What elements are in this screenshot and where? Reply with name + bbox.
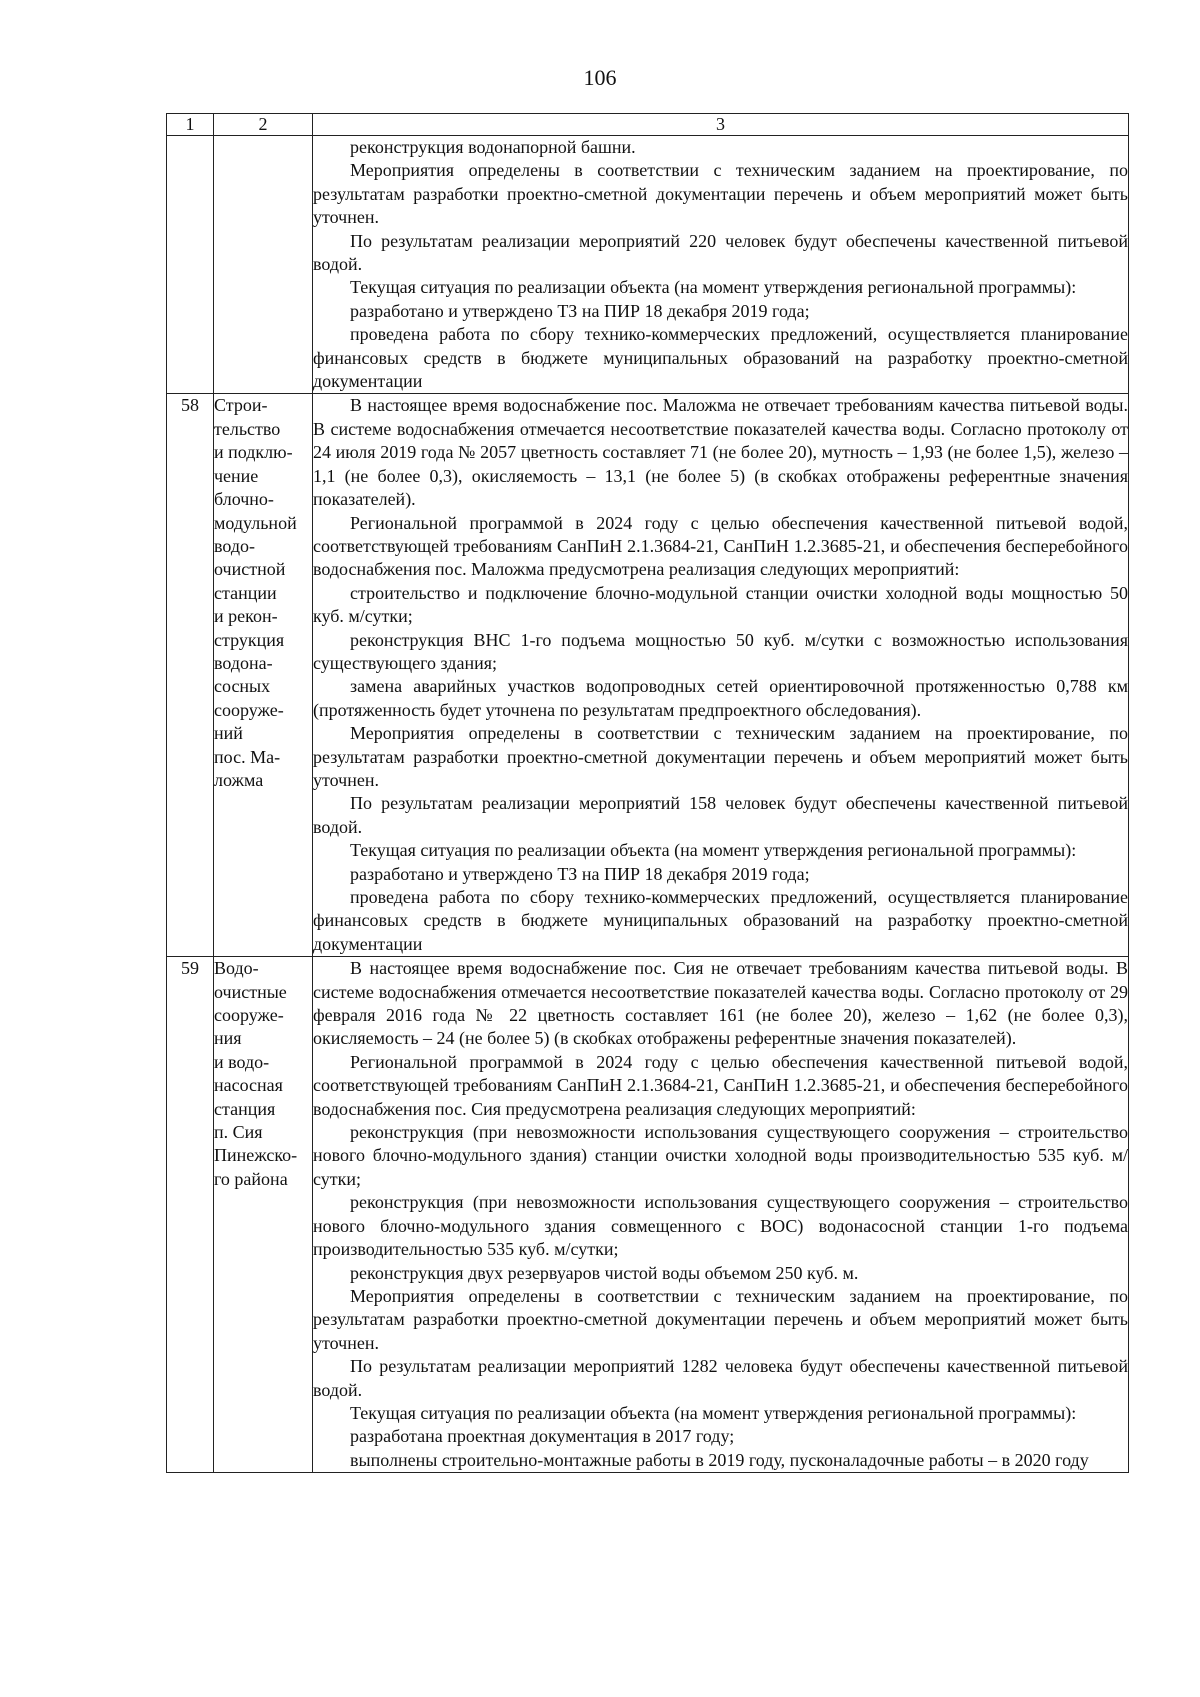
object-name-line: чение — [214, 465, 259, 486]
description-paragraph: Мероприятия определены в соответствии с техническим заданием на проектирование, по результатам разработки проектно-сметной документации перечень и объем мероприятий может быть уточнен. — [313, 160, 1128, 228]
page-number: 106 — [583, 65, 617, 90]
description-paragraph: Региональной программой в 2024 году с целью обеспечения качественной питьевой водой, соответствующей требованиям СанПиН 2.1.3684-21, СанПиН 1.2.3685-21, и обеспечения бесперебойного водоснабжения пос. Маложма предусмотрена реализация следующих мероприятий: — [313, 512, 1128, 580]
description-cell — [313, 394, 1129, 957]
object-name-line: ния — [214, 1028, 242, 1049]
object-name-cell — [214, 394, 313, 957]
description-paragraph: разработана проектная документация в 2017 году; — [350, 1426, 735, 1447]
table-header-row — [167, 114, 1129, 136]
column-header-description: 3 — [313, 114, 1129, 136]
object-name-line: го района — [214, 1168, 288, 1189]
description-paragraph: строительство и подключение блочно-модульной станции очистки холодной воды мощностью 50 куб. м/сутки; — [313, 582, 1128, 627]
object-name-line: сооруже- — [214, 699, 284, 720]
measures-table — [166, 113, 1129, 1473]
object-name-line: водона- — [214, 652, 273, 673]
description-cell — [313, 136, 1129, 394]
description-paragraph: реконструкция двух резервуаров чистой воды объемом 250 куб. м. — [350, 1262, 859, 1283]
description-paragraph: По результатам реализации мероприятий 158 человек будут обеспечены качественной питьевой водой. — [313, 793, 1128, 837]
object-name-line: тельство — [214, 418, 281, 439]
object-name-line: Водо- — [214, 958, 259, 979]
description-paragraph: разработано и утверждено ТЗ на ПИР 18 декабря 2019 года; — [350, 300, 810, 321]
object-name-line: очистные — [214, 981, 287, 1002]
description-paragraph: Региональной программой в 2024 году с целью обеспечения качественной питьевой водой, соответствующей требованиям СанПиН 2.1.3684-21, СанПиН 1.2.3685-21, и обеспечения бесперебойного водоснабжения пос. Сия предусмотрена реализация следующих мероприятий: — [313, 1051, 1128, 1119]
description-paragraph: проведена работа по сбору технико-коммерческих предложений, осуществляется планирование финансовых средств в бюджете муниципальных образований на разработку проектно-сметной документации — [313, 887, 1128, 954]
object-name-line: блочно- — [214, 489, 274, 510]
description-paragraph: реконструкция (при невозможности использования существующего сооружения – строительство нового блочно-модульного здания совмещенного с ВОС) водонасосной станции 1-го подъема производительностью 535 куб. м/сутки; — [313, 1192, 1128, 1260]
row-number: 58 — [167, 394, 214, 957]
description-paragraph: В настоящее время водоснабжение пос. Сия не отвечает требованиям качества питьевой воды. В системе водоснабжения отмечается несоответствие показателей качества воды. Согласно протоколу от 29 февраля 2016 года № 22 цветность составляет 161 (не более 20), железо – 1,62 (не более 0,3), окисляемость – 24 (не более 5) (в скобках отображены референтные значения показателей). — [313, 958, 1128, 1049]
object-name-line: насосная — [214, 1075, 283, 1096]
description-paragraph: реконструкция ВНС 1-го подъема мощностью 50 куб. м/сутки с возможностью использования существующего здания; — [313, 629, 1128, 673]
object-name-line: пос. Ма- — [214, 746, 281, 767]
object-name-line: и подклю- — [214, 442, 293, 463]
object-name-line: водо- — [214, 535, 256, 556]
description-paragraph: Текущая ситуация по реализации объекта (на момент утверждения региональной программы): — [350, 1402, 1077, 1423]
table-body — [167, 136, 1129, 1473]
object-name-line: станции — [214, 582, 277, 603]
table-row — [167, 394, 1129, 957]
object-name-line: сосных — [214, 676, 271, 697]
table-row — [167, 136, 1129, 394]
description-paragraph: реконструкция (при невозможности использования существующего сооружения – строительство нового блочно-модульного здания) станции очистки холодной воды производительностью 535 куб. м/сутки; — [313, 1122, 1128, 1189]
row-number: 59 — [167, 957, 214, 1473]
row-number — [167, 136, 214, 394]
object-name-line: и рекон- — [214, 606, 278, 627]
object-name-line: ний — [214, 723, 243, 744]
object-name-line: станция — [214, 1098, 276, 1119]
description-paragraph: По результатам реализации мероприятий 1282 человека будут обеспечены качественной питьевой водой. — [313, 1356, 1128, 1400]
object-name-line: струкция — [214, 629, 285, 650]
object-name-cell — [214, 136, 313, 394]
object-name-line: и водо- — [214, 1051, 270, 1072]
object-name-line: модульной — [214, 512, 297, 533]
description-paragraph: проведена работа по сбору технико-коммерческих предложений, осуществляется планирование финансовых средств в бюджете муниципальных образований на разработку проектно-сметной документации — [313, 324, 1128, 392]
column-header-number: 1 — [167, 114, 214, 136]
object-name-line: п. Сия — [214, 1122, 263, 1143]
description-paragraph: Текущая ситуация по реализации объекта (на момент утверждения региональной программы): — [350, 277, 1077, 298]
description-paragraph: разработано и утверждено ТЗ на ПИР 18 декабря 2019 года; — [350, 863, 810, 884]
object-name-line: сооруже- — [214, 1005, 284, 1026]
description-paragraph: Мероприятия определены в соответствии с техническим заданием на проектирование, по результатам разработки проектно-сметной документации перечень и объем мероприятий может быть уточнен. — [313, 723, 1128, 790]
description-paragraph: В настоящее время водоснабжение пос. Маложма не отвечает требованиям качества питьевой воды. В системе водоснабжения отмечается несоответствие показателей качества воды. Согласно протоколу от 24 июля 2019 года № 2057 цветность составляет 71 (не более 20), мутность – 1,93 (не более 1,5), железо – 1,1 (не более 0,3), окисляемость – 13,1 (не более 5) (в скобках отображены референтные значения показателей). — [313, 395, 1128, 510]
description-paragraph: Текущая ситуация по реализации объекта (на момент утверждения региональной программы): — [350, 840, 1077, 861]
description-cell — [313, 957, 1129, 1473]
description-paragraph: реконструкция водонапорной башни. — [350, 137, 636, 157]
object-name-cell — [214, 957, 313, 1473]
column-header-name: 2 — [214, 114, 313, 136]
description-paragraph: Мероприятия определены в соответствии с техническим заданием на проектирование, по результатам разработки проектно-сметной документации перечень и объем мероприятий может быть уточнен. — [313, 1285, 1128, 1353]
description-paragraph: выполнены строительно-монтажные работы в 2019 году, пусконаладочные работы – в 2020 году — [350, 1449, 1089, 1470]
object-name-line: Строи- — [214, 395, 268, 416]
description-paragraph: По результатам реализации мероприятий 220 человек будут обеспечены качественной питьевой водой. — [313, 230, 1128, 275]
object-name-line: Пинежско- — [214, 1145, 298, 1166]
table-row — [167, 957, 1129, 1473]
object-name-line: ложма — [214, 769, 264, 790]
object-name-line: очистной — [214, 559, 286, 580]
description-paragraph: замена аварийных участков водопроводных сетей ориентировочной протяженностью 0,788 км (протяженность будет уточнена по результатам предпроектного обследования). — [313, 676, 1128, 720]
